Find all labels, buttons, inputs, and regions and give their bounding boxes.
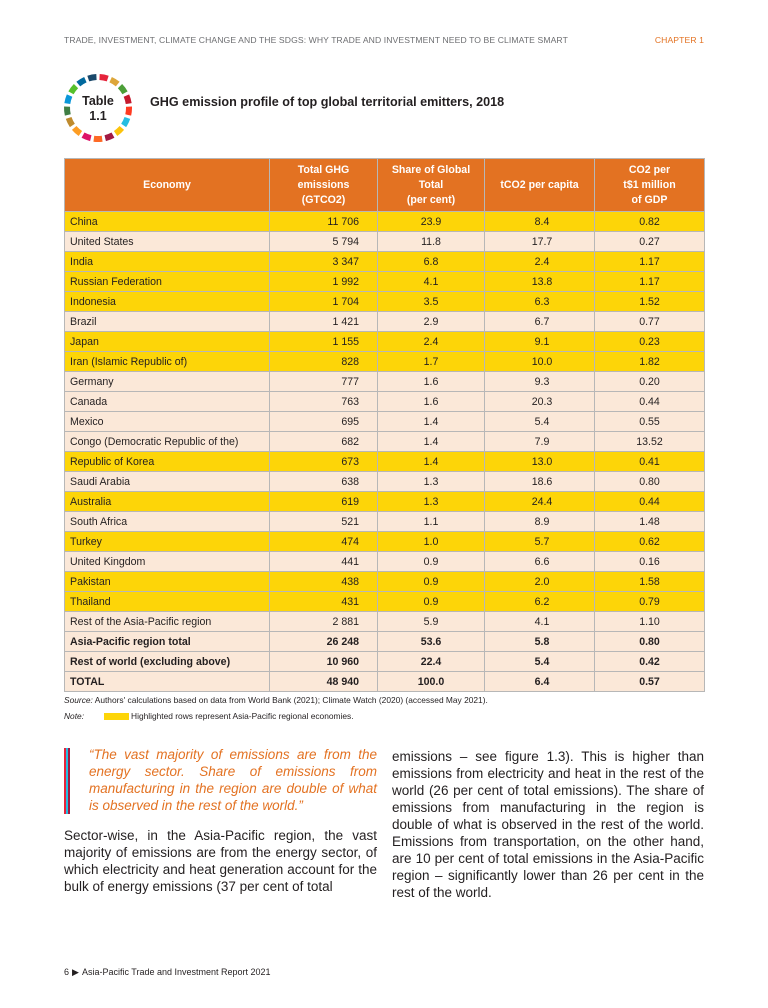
table-row (65, 372, 705, 392)
economy-cell: United States (65, 232, 270, 252)
economy-cell: Mexico (65, 412, 270, 432)
per-capita-cell: 4.1 (485, 612, 595, 632)
global-share-cell: 0.9 (378, 552, 485, 572)
column-header (270, 159, 378, 212)
economy-cell: Republic of Korea (65, 452, 270, 472)
total-emissions-cell: 438 (270, 572, 378, 592)
per-capita-cell: 13.8 (485, 272, 595, 292)
emissions-table (64, 158, 705, 692)
column-header-line: (per cent) (406, 193, 456, 206)
global-share-cell: 1.3 (378, 492, 485, 512)
table-badge (63, 73, 133, 143)
economy-cell: Saudi Arabia (65, 472, 270, 492)
table-row (65, 412, 705, 432)
column-header-line: t$1 million (623, 178, 676, 191)
per-capita-cell: 20.3 (485, 392, 595, 412)
column-header-line: Share of Global (391, 163, 471, 176)
per-capita-cell: 2.4 (485, 252, 595, 272)
table-row (65, 632, 705, 652)
table-row (65, 332, 705, 352)
per-gdp-cell: 1.10 (595, 612, 705, 632)
per-capita-cell: 6.4 (485, 672, 595, 692)
per-capita-cell: 5.4 (485, 412, 595, 432)
per-capita-cell: 6.2 (485, 592, 595, 612)
economy-cell: Thailand (65, 592, 270, 612)
column-header (378, 159, 485, 212)
table-row (65, 472, 705, 492)
global-share-cell: 0.9 (378, 592, 485, 612)
running-head-title: TRADE, INVESTMENT, CLIMATE CHANGE AND THE SDGS: WHY TRADE AND INVESTMENT NEED TO BE CLIMATE SMART (64, 35, 568, 45)
sdg-ring-segment (99, 74, 108, 81)
economy-cell: Canada (65, 392, 270, 412)
per-gdp-cell: 1.17 (595, 252, 705, 272)
global-share-cell: 1.4 (378, 452, 485, 472)
per-capita-cell: 5.8 (485, 632, 595, 652)
total-emissions-cell: 673 (270, 452, 378, 472)
total-emissions-cell: 431 (270, 592, 378, 612)
global-share-cell: 1.6 (378, 372, 485, 392)
total-emissions-cell: 1 704 (270, 292, 378, 312)
table-row (65, 552, 705, 572)
column-header-line: of GDP (631, 193, 668, 206)
table-row (65, 452, 705, 472)
economy-cell: Indonesia (65, 292, 270, 312)
per-capita-cell: 6.3 (485, 292, 595, 312)
note-label: Note: (64, 711, 85, 721)
per-gdp-cell: 0.62 (595, 532, 705, 552)
column-header (595, 159, 705, 212)
sdg-ring-segment (68, 84, 78, 94)
economy-cell: India (65, 252, 270, 272)
per-capita-cell: 8.9 (485, 512, 595, 532)
page-number: 6 (64, 967, 70, 977)
economy-cell: Rest of the Asia-Pacific region (65, 612, 270, 632)
column-header-line: CO2 per (628, 163, 671, 176)
table-title: GHG emission profile of top global territorial emitters, 2018 (150, 95, 505, 109)
source-note (64, 695, 488, 705)
table-row (65, 592, 705, 612)
global-share-cell: 3.5 (378, 292, 485, 312)
economy-cell: Turkey (65, 532, 270, 552)
total-emissions-cell: 441 (270, 552, 378, 572)
column-header (65, 159, 270, 212)
total-emissions-cell: 48 940 (270, 672, 378, 692)
column-header-line: emissions (297, 178, 350, 191)
global-share-cell: 11.8 (378, 232, 485, 252)
per-gdp-cell: 1.17 (595, 272, 705, 292)
table-row (65, 292, 705, 312)
global-share-cell: 100.0 (378, 672, 485, 692)
sdg-ring-segment (87, 74, 96, 81)
per-capita-cell: 13.0 (485, 452, 595, 472)
table-row (65, 572, 705, 592)
total-emissions-cell: 11 706 (270, 212, 378, 232)
per-gdp-cell: 0.23 (595, 332, 705, 352)
total-emissions-cell: 474 (270, 532, 378, 552)
per-gdp-cell: 0.55 (595, 412, 705, 432)
table-row (65, 252, 705, 272)
global-share-cell: 23.9 (378, 212, 485, 232)
economy-cell: United Kingdom (65, 552, 270, 572)
table-row (65, 432, 705, 452)
per-gdp-cell: 1.48 (595, 512, 705, 532)
column-header-line: Total GHG (297, 163, 350, 176)
per-capita-cell: 5.4 (485, 652, 595, 672)
sdg-ring-segment (76, 77, 86, 86)
table-label-word: Table (82, 94, 114, 108)
total-emissions-cell: 777 (270, 372, 378, 392)
sdg-ring-segment (82, 133, 92, 142)
global-share-cell: 1.4 (378, 432, 485, 452)
global-share-cell: 2.9 (378, 312, 485, 332)
global-share-cell: 1.6 (378, 392, 485, 412)
per-gdp-cell: 0.44 (595, 492, 705, 512)
economy-cell: South Africa (65, 512, 270, 532)
per-capita-cell: 6.7 (485, 312, 595, 332)
right-arrow-icon: ▶ (72, 967, 79, 977)
per-gdp-cell: 0.16 (595, 552, 705, 572)
economy-cell: Germany (65, 372, 270, 392)
per-gdp-cell: 1.58 (595, 572, 705, 592)
table-row (65, 512, 705, 532)
table-row (65, 392, 705, 412)
global-share-cell: 4.1 (378, 272, 485, 292)
column-header (485, 159, 595, 212)
body-text-right: emissions – see figure 1.3). This is higher than emissions from electricity and heat in the rest of the world (26 per cent of total emissions). The share of emissions from manufacturing in the region is double of what is observed in the rest of the world. Emissions from transportation, on the other hand, are 10 per cent of total emissions in the Asia-Pacific region – significantly lower than 26 per cent in the rest of the world. (392, 749, 704, 900)
table-row (65, 272, 705, 292)
per-capita-cell: 18.6 (485, 472, 595, 492)
global-share-cell: 1.0 (378, 532, 485, 552)
total-emissions-cell: 1 992 (270, 272, 378, 292)
running-head (64, 35, 704, 45)
economy-cell: Japan (65, 332, 270, 352)
sdg-ring-segment (114, 126, 124, 136)
table-label-number: 1.1 (89, 109, 107, 123)
economy-cell: Russian Federation (65, 272, 270, 292)
table-row (65, 612, 705, 632)
table-label (63, 94, 133, 124)
per-capita-cell: 24.4 (485, 492, 595, 512)
global-share-cell: 0.9 (378, 572, 485, 592)
per-gdp-cell: 13.52 (595, 432, 705, 452)
total-emissions-cell: 619 (270, 492, 378, 512)
total-emissions-cell: 2 881 (270, 612, 378, 632)
economy-cell: Pakistan (65, 572, 270, 592)
global-share-cell: 1.3 (378, 472, 485, 492)
per-capita-cell: 6.6 (485, 552, 595, 572)
per-gdp-cell: 0.79 (595, 592, 705, 612)
economy-cell: Brazil (65, 312, 270, 332)
total-emissions-cell: 26 248 (270, 632, 378, 652)
footer-title: Asia-Pacific Trade and Investment Report 2021 (81, 967, 271, 977)
total-emissions-cell: 763 (270, 392, 378, 412)
table-row (65, 672, 705, 692)
per-gdp-cell: 0.27 (595, 232, 705, 252)
global-share-cell: 2.4 (378, 332, 485, 352)
per-capita-cell: 17.7 (485, 232, 595, 252)
table-note (64, 711, 354, 721)
global-share-cell: 6.8 (378, 252, 485, 272)
global-share-cell: 5.9 (378, 612, 485, 632)
table-row (65, 652, 705, 672)
table-row (65, 232, 705, 252)
per-gdp-cell: 0.41 (595, 452, 705, 472)
total-emissions-cell: 10 960 (270, 652, 378, 672)
body-text-left: Sector-wise, in the Asia-Pacific region, the vast majority of emissions are from the energy sector, of which electricity and heat generation account for the bulk of energy emissions (37 per cent of total (64, 828, 377, 894)
total-emissions-cell: 521 (270, 512, 378, 532)
chapter-label: CHAPTER 1 (654, 35, 704, 45)
per-gdp-cell: 1.52 (595, 292, 705, 312)
pull-quote: “The vast majority of emissions are from the energy sector. Share of emissions from manufacturing in the region are double of what is observed in the rest of the world.” (89, 747, 377, 813)
total-emissions-cell: 3 347 (270, 252, 378, 272)
column-header-line: tCO2 per capita (500, 178, 579, 191)
note-text: Highlighted rows represent Asia-Pacific regional economies. (131, 711, 354, 721)
total-emissions-cell: 638 (270, 472, 378, 492)
table-body (65, 212, 705, 692)
global-share-cell: 1.4 (378, 412, 485, 432)
economy-cell: China (65, 212, 270, 232)
per-gdp-cell: 0.57 (595, 672, 705, 692)
sdg-ring-segment (109, 77, 119, 86)
per-gdp-cell: 0.44 (595, 392, 705, 412)
economy-cell: Congo (Democratic Republic of the) (65, 432, 270, 452)
sdg-ring-segment (118, 84, 128, 94)
table-row (65, 212, 705, 232)
per-capita-cell: 2.0 (485, 572, 595, 592)
economy-cell: Australia (65, 492, 270, 512)
column-header-line: Total (418, 178, 444, 191)
per-gdp-cell: 0.80 (595, 472, 705, 492)
per-capita-cell: 9.3 (485, 372, 595, 392)
per-capita-cell: 10.0 (485, 352, 595, 372)
economy-cell: TOTAL (65, 672, 270, 692)
sdg-ring-segment (93, 136, 102, 142)
per-capita-cell: 5.7 (485, 532, 595, 552)
table-header-row (65, 159, 705, 212)
per-gdp-cell: 0.42 (595, 652, 705, 672)
source-label: Source: (64, 695, 93, 705)
column-header-line: Economy (143, 178, 191, 191)
table-row (65, 532, 705, 552)
economy-cell: Asia-Pacific region total (65, 632, 270, 652)
global-share-cell: 22.4 (378, 652, 485, 672)
sdg-ring-segment (72, 126, 82, 136)
per-gdp-cell: 0.77 (595, 312, 705, 332)
per-gdp-cell: 0.20 (595, 372, 705, 392)
source-text: Authors' calculations based on data from World Bank (2021); Climate Watch (2020) (accessed May 2021). (92, 695, 488, 705)
economy-cell: Iran (Islamic Republic of) (65, 352, 270, 372)
quote-bar-stripe (68, 748, 70, 814)
global-share-cell: 1.7 (378, 352, 485, 372)
per-capita-cell: 9.1 (485, 332, 595, 352)
table-row (65, 352, 705, 372)
highlight-swatch (104, 713, 129, 720)
per-gdp-cell: 0.80 (595, 632, 705, 652)
total-emissions-cell: 1 421 (270, 312, 378, 332)
per-capita-cell: 8.4 (485, 212, 595, 232)
global-share-cell: 53.6 (378, 632, 485, 652)
sdg-ring-segment (105, 133, 115, 142)
table-row (65, 492, 705, 512)
quote-accent-bar (64, 748, 70, 814)
per-gdp-cell: 1.82 (595, 352, 705, 372)
per-gdp-cell: 0.82 (595, 212, 705, 232)
total-emissions-cell: 695 (270, 412, 378, 432)
total-emissions-cell: 5 794 (270, 232, 378, 252)
economy-cell: Rest of world (excluding above) (65, 652, 270, 672)
per-capita-cell: 7.9 (485, 432, 595, 452)
table-row (65, 312, 705, 332)
total-emissions-cell: 828 (270, 352, 378, 372)
column-header-line: (GTCO2) (301, 193, 346, 206)
page-footer (64, 967, 271, 978)
total-emissions-cell: 1 155 (270, 332, 378, 352)
global-share-cell: 1.1 (378, 512, 485, 532)
total-emissions-cell: 682 (270, 432, 378, 452)
